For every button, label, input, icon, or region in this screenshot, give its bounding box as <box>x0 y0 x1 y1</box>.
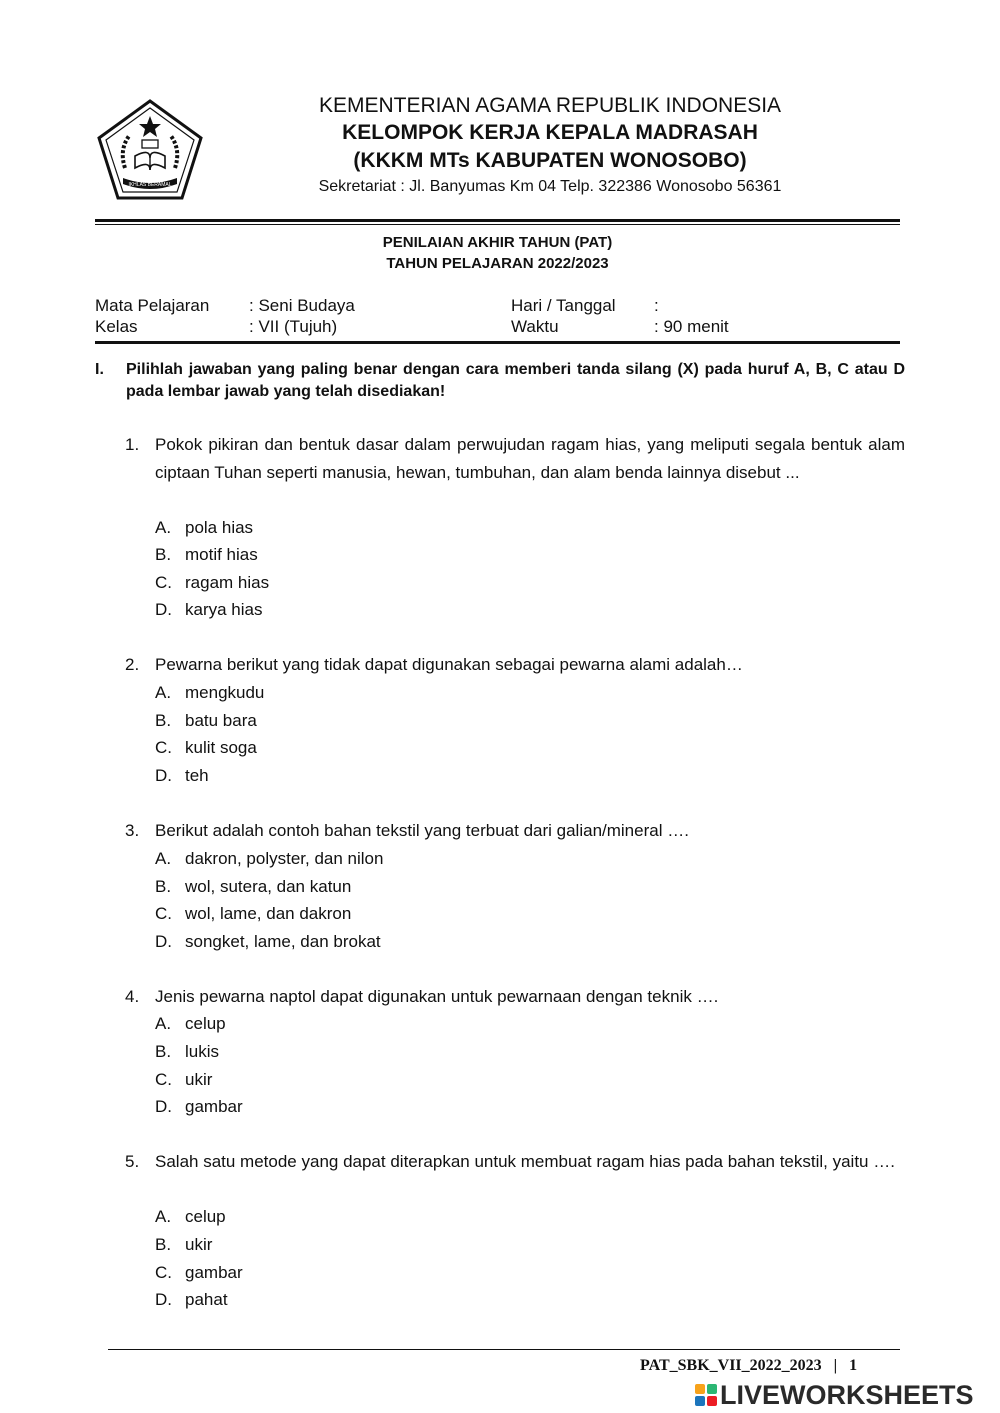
option-letter: A. <box>155 683 172 702</box>
option-letter: B. <box>155 545 172 564</box>
option-letter: A. <box>155 849 172 868</box>
question-1 <box>125 431 905 515</box>
option-letter: C. <box>155 1070 172 1089</box>
question-3 <box>125 817 905 845</box>
class-value: : VII (Tujuh) <box>249 317 338 336</box>
question-text: Berikut adalah contoh bahan tekstil yang terbuat dari galian/mineral …. <box>155 821 689 840</box>
question-text: Jenis pewarna naptol dapat digunakan untuk pewarnaan dengan teknik …. <box>155 987 719 1006</box>
option-5d[interactable] <box>155 1286 228 1314</box>
question-text: Pewarna berikut yang tidak dapat digunakan sebagai pewarna alami adalah… <box>155 655 743 674</box>
option-text: dakron, polyster, dan nilon <box>185 849 384 868</box>
question-5 <box>125 1148 905 1204</box>
section-instruction <box>95 359 905 403</box>
option-2d[interactable] <box>155 762 209 790</box>
footer-divider <box>108 1349 900 1350</box>
header-divider <box>95 219 900 222</box>
question-number: 3. <box>125 821 140 840</box>
option-text: pola hias <box>185 518 254 537</box>
option-letter: C. <box>155 738 172 757</box>
instruction-text: Pilihlah jawaban yang paling benar dengan cara memberi tanda silang (X) pada huruf A, B, C atau D pada lembar jawab yang telah disediakan! <box>126 361 905 400</box>
liveworksheets-brand[interactable] <box>695 1380 974 1410</box>
option-3d[interactable] <box>155 928 381 956</box>
option-1c[interactable] <box>155 569 269 597</box>
option-text: songket, lame, dan brokat <box>185 932 381 951</box>
option-text: karya hias <box>185 600 263 619</box>
option-3b[interactable] <box>155 873 351 901</box>
time-label: Waktu <box>511 317 559 336</box>
question-text: Pokok pikiran dan bentuk dasar dalam perwujudan ragam hias, yang meliputi segala bentuk alam ciptaan Tuhan seperti manusia, hewan, tumbuhan, dan alam benda lainnya disebut ... <box>155 435 905 482</box>
option-letter: D. <box>155 1097 172 1116</box>
option-text: mengkudu <box>185 683 265 702</box>
class-label: Kelas <box>95 317 138 336</box>
option-text: wol, sutera, dan katun <box>185 877 352 896</box>
option-text: celup <box>185 1014 226 1033</box>
secretariat-address: Sekretariat : Jl. Banyumas Km 04 Telp. 322386 Wonosobo 56361 <box>318 178 782 195</box>
header-divider-thin <box>95 224 900 225</box>
option-text: ragam hias <box>185 573 270 592</box>
option-text: kulit soga <box>185 738 257 757</box>
logo-text: IKHLAS BERAMAL <box>128 182 172 188</box>
question-number: 5. <box>125 1152 140 1171</box>
option-1b[interactable] <box>155 541 258 569</box>
option-text: gambar <box>185 1263 243 1282</box>
option-text: pahat <box>185 1290 228 1309</box>
group-name: KELOMPOK KERJA KEPALA MADRASAH <box>342 121 758 144</box>
option-letter: C. <box>155 904 172 923</box>
meta-divider <box>95 341 900 344</box>
option-3c[interactable] <box>155 900 351 928</box>
option-letter: C. <box>155 1263 172 1282</box>
option-letter: A. <box>155 1014 172 1033</box>
question-2 <box>125 651 905 679</box>
exam-title: PENILAIAN AKHIR TAHUN (PAT) <box>382 234 613 251</box>
group-abbreviation: (KKKM MTs KABUPATEN WONOSOBO) <box>353 149 747 172</box>
option-letter: D. <box>155 1290 172 1309</box>
option-letter: A. <box>155 1207 172 1226</box>
option-5c[interactable] <box>155 1259 243 1287</box>
option-text: teh <box>185 766 209 785</box>
page-code: PAT_SBK_VII_2022_2023 | 1 <box>640 1357 858 1374</box>
option-5a[interactable] <box>155 1203 226 1231</box>
option-5b[interactable] <box>155 1231 212 1259</box>
option-text: ukir <box>185 1235 213 1254</box>
option-4b[interactable] <box>155 1038 219 1066</box>
option-text: wol, lame, dan dakron <box>185 904 352 923</box>
option-letter: D. <box>155 932 172 951</box>
date-value: : <box>654 296 659 315</box>
option-letter: B. <box>155 1042 172 1061</box>
subject-value: : Seni Budaya <box>249 296 355 315</box>
option-letter: B. <box>155 877 172 896</box>
question-4 <box>125 983 905 1011</box>
option-letter: B. <box>155 1235 172 1254</box>
option-1a[interactable] <box>155 514 253 542</box>
exam-year: TAHUN PELAJARAN 2022/2023 <box>386 255 609 272</box>
option-4d[interactable] <box>155 1093 243 1121</box>
option-text: ukir <box>185 1070 213 1089</box>
liveworksheets-logo-icon <box>695 1384 717 1406</box>
option-2a[interactable] <box>155 679 264 707</box>
option-text: batu bara <box>185 711 257 730</box>
question-number: 2. <box>125 655 140 674</box>
date-label: Hari / Tanggal <box>511 296 616 315</box>
option-text: celup <box>185 1207 226 1226</box>
ministry-name: KEMENTERIAN AGAMA REPUBLIK INDONESIA <box>318 94 782 117</box>
time-value: : 90 menit <box>654 317 729 336</box>
option-3a[interactable] <box>155 845 383 873</box>
option-letter: C. <box>155 573 172 592</box>
option-letter: B. <box>155 711 172 730</box>
brand-name: LIVEWORKSHEETS <box>720 1379 974 1410</box>
section-number: I. <box>95 361 104 378</box>
option-text: motif hias <box>185 545 258 564</box>
option-1d[interactable] <box>155 596 262 624</box>
option-4a[interactable] <box>155 1010 226 1038</box>
subject-label: Mata Pelajaran <box>95 296 210 315</box>
option-text: gambar <box>185 1097 243 1116</box>
option-4c[interactable] <box>155 1066 212 1094</box>
option-letter: A. <box>155 518 172 537</box>
option-letter: D. <box>155 600 172 619</box>
question-number: 1. <box>125 435 140 454</box>
option-letter: D. <box>155 766 172 785</box>
question-text: Salah satu metode yang dapat diterapkan untuk membuat ragam hias pada bahan tekstil, yaitu …. <box>155 1152 895 1171</box>
option-text: lukis <box>185 1042 220 1061</box>
question-number: 4. <box>125 987 140 1006</box>
option-2b[interactable] <box>155 707 257 735</box>
option-2c[interactable] <box>155 734 257 762</box>
